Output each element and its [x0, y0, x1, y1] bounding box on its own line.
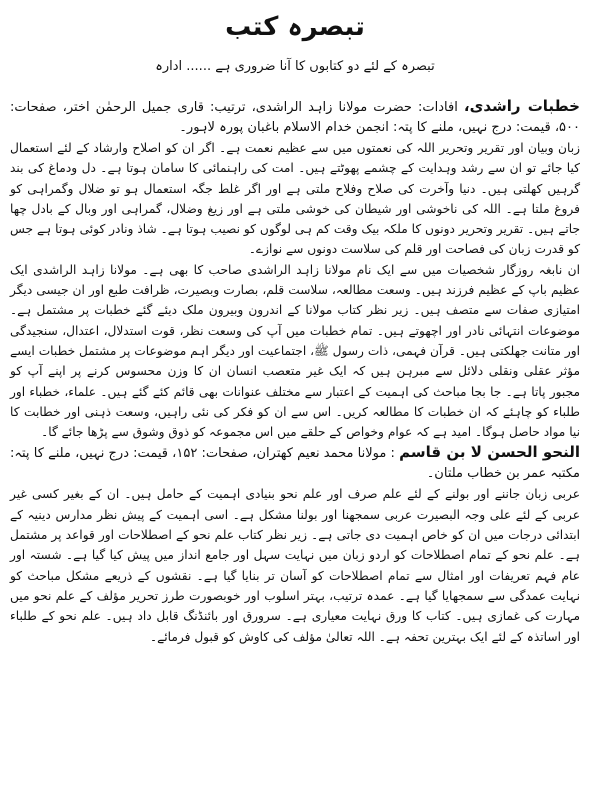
review1-header [10, 96, 580, 138]
review1-meta: افادات: حضرت مولانا زاہد الراشدی، ترتیب: قاری جمیل الرحمٰن اختر، صفحات: ۵۰۰، قیمت: درج نہیں، ملنے کا پتہ: انجمن خدام الاسلام باغبان پورہ لاہور۔ [10, 100, 580, 135]
review1-paragraph-2: ان نابغہ روزگار شخصیات میں سے ایک نام مولانا زاہد الراشدی صاحب کا بھی ہے۔ مولانا زاہد الراشدی ایک عظیم باپ کے عظیم فرزند ہیں۔ وسعت مطالعہ، سلاست قلم، بصارت وبصیرت، ظرافت طبع اور ان جیسی دیگر امتیازی صفات سے متصف ہیں۔ زیر نظر کتاب مولانا کے اندرون وبیرون ملک دیئے گئے خطبات پر مشتمل ہے۔ موضوعات انتہائی نادر اور اچھوتے ہیں۔ تمام خطبات میں آپ کی وسعت نظر، قوت استدلال، اعتدال، سنجیدگی اور متانت جھلکتی ہیں۔ قرآن فہمی، ذات رسول ﷺ، اجتماعیت اور دیگر اہم موضوعات پر مشتمل خطبات ایسے مؤثر عقلی ونقلی دلائل سے مبرہن ہیں کہ ایک غیر متعصب انسان ان کا وزن محسوس کرنے پر اپنے آپ کو مجبور پاتا ہے۔ جا بجا مباحث کی اہمیت کے اعتبار سے مختلف عنوانات بھی قائم کئے گئے ہیں۔ علماء، خطباء اور طلباء کو چاہئے کہ ان خطبات کا مطالعہ کریں۔ اس سے ان کو فکر کی نئی راہیں، وسعت ذہنی اور خطابت کا نیا مواد حاصل ہوگا۔ امید ہے کہ عوام وخواص کے حلقے میں اس مجموعہ کو ذوق وشوق سے پڑھا جائے گا۔ [10, 262, 580, 440]
review1-paragraph-1: زبان وبیان اور تقریر وتحریر اللہ کی نعمتوں میں سے عظیم نعمت ہے۔ اگر ان کو اصلاح وارشاد کے لئے استعمال کیا جائے تو ان سے رشد وہدایت کے چشمے پھوٹتے ہیں۔ امت کی راہنمائی کا سامان ہوتا ہے۔ دل ودماغ کی بند گرہیں کھلتی ہیں۔ دنیا وآخرت کی صلاح وفلاح ملتی ہے اور اگر غلط جگہ استعمال ہو تو ضلال وگمراہی کو فروغ ملتا ہے۔ اللہ کی ناخوشی اور شیطان کی خوشی ملتی ہے اور زیغ وضلال، گمراہی اور وبال کے بادل چھا جاتے ہیں۔ تقریر وتحریر دونوں کا ملکہ بیک وقت کم ہی لوگوں کو نصیب ہوتا ہے۔ شاذ ونادر کوئی ہوتا ہے جس کو قدرت زبان کی فصاحت اور قلم کی سلاست دونوں سے نوازے۔ [10, 141, 580, 257]
review1-book-title: خطبات راشدی، [463, 97, 580, 115]
review2-paragraph: عربی زبان جاننے اور بولنے کے لئے علم صرف اور علم نحو بنیادی اہمیت کے حامل ہیں۔ ان کے بغیر کسی غیر عربی کے لئے علی وجہ البصیرت عربی سمجھنا اور بولنا مشکل ہے۔ اسی اہمیت کے پیش نظر مدارس دینیہ کے ابتدائی درجات میں ان کو خاص اہمیت دی جاتی ہے۔ زیر نظر کتاب علم نحو کے اصطلاحات اور قواعد پر مشتمل ہے۔ علم نحو کے تمام اصطلاحات کو اردو زبان میں نہایت سہل اور جامع انداز میں پیش کیا گیا ہے۔ شستہ اور عام فہم تعریفات اور امثال سے تمام اصطلاحات کو آسان تر بنایا گیا ہے۔ نقشوں کے ذریعے مشکل مباحث کو نہایت عمدگی سے سمجھایا گیا ہے۔ عمدہ ترتیب، بہتر اسلوب اور خوبصورت طرز تحریر مؤلف کے علم نحو میں مہارت کی غمازی ہیں۔ کتاب کا ورق نہایت معیاری ہے۔ سرورق اور بائنڈنگ قابل داد ہیں۔ علم نحو کے طلباء اور اساتذہ کے لئے ایک بہترین تحفہ ہے۔ اللہ تعالیٰ مؤلف کی کاوش کو قبول فرمائے۔ [10, 487, 580, 644]
review2-meta: : مولانا محمد نعیم کھتران، صفحات: ۱۵۲، قیمت: درج نہیں، ملنے کا پتہ: مکتبہ عمر بن خطاب ملتان۔ [10, 446, 580, 482]
page-subtitle: تبصرہ کے لئے دو کتابوں کا آنا ضروری ہے ...... ادارہ [155, 59, 435, 74]
review2-book-title: النحو الحسن لا بن قاسم [399, 443, 580, 462]
page-title: تبصرہ کتب [225, 12, 365, 42]
review2-header [10, 442, 580, 484]
